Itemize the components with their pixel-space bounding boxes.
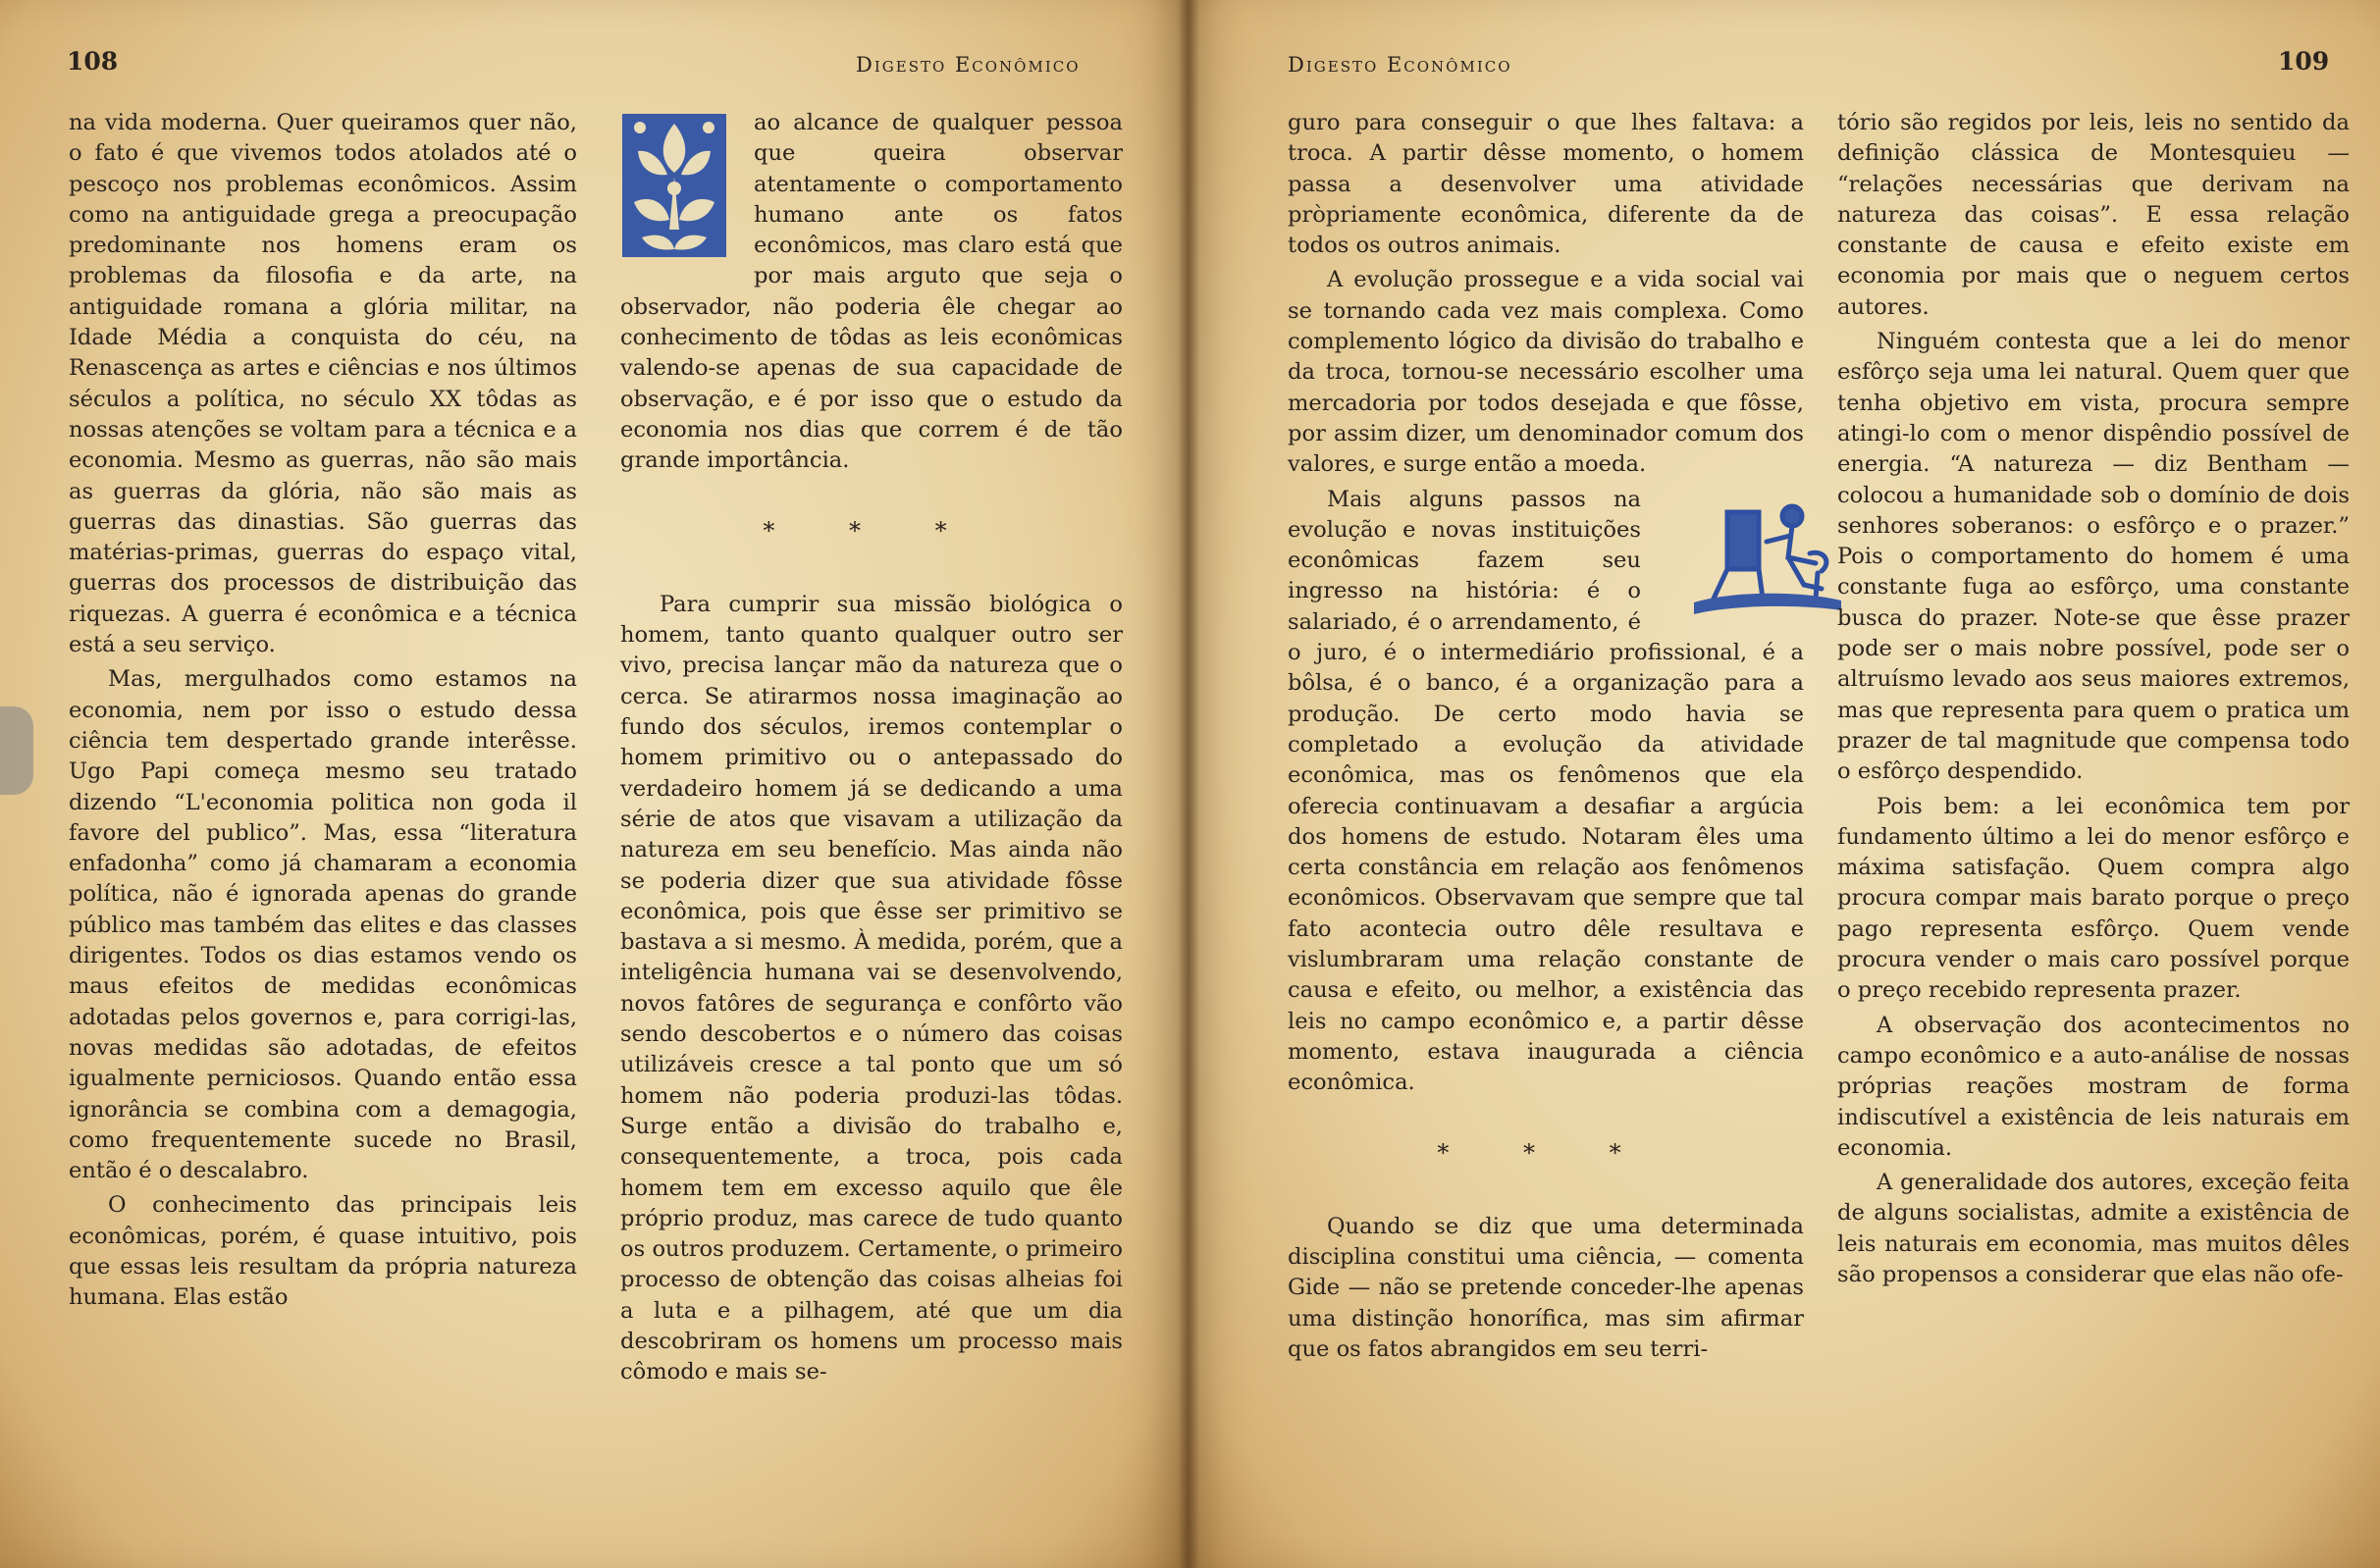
right-column-1 [1288,108,1804,1365]
section-separator: * * * [1437,1138,1655,1167]
paragraph: A observação dos acontecimentos no campo econômico e a auto-análise de nossas próprias reações mostram de forma indiscutível a existência de leis naturais em economia. [1837,1012,2350,1161]
paragraph: na vida moderna. Quer queiramos quer não, o fato é que vivemos todos atolados até o pescoço nos problemas econômicos. Assim como na antiguidade grega a preocupação predominante nos homens eram os problemas da filosofia e da arte, na antiguidade romana a glória militar, na Idade Média a conquista do céu, na Renascença as artes e ciências e nos últimos séculos a política, no século XX tôdas as nossas atenções se voltam para a técnica e a economia. Mesmo as guerras, não são mais as guerras da glória, não são mais as guerras das dinastias. São guerras das matérias-primas, guerras do espaço vital, guerras dos processos de distribuição das riquezas. A guerra é econômica e a técnica está a seu serviço. [69,110,577,658]
running-head: Digesto Econômico [856,53,1081,77]
left-column-2 [620,108,1123,1388]
page-tab [0,706,33,795]
paragraph: A generalidade dos autores, exceção feita de alguns socialistas, admite a existência de leis naturais em economia, mas muitos dêles são propensos a considerar que elas não ofe- [1837,1170,2350,1287]
book-gutter [1178,0,1199,1568]
paragraph: guro para conseguir o que lhes faltava: a troca. A partir dêsse momento, o homem passa a desenvolver uma atividade pròpriamente econômica, diferente da de todos os outros animais. [1288,110,1804,259]
paragraph-text: ao alcance de qualquer pessoa que queira observar atentamente o comportamento humano ante os fatos econômicos, mas claro está que por mais arguto que seja o observador, não poderia êle chegar ao conhecimento de tôdas as leis econômicas valendo-se apenas de sua capacidade de observação, e é por isso que o estudo da economia nos dias que correm é de tão grande importância. [620,110,1123,474]
paragraph: Pois bem: a lei econômica tem por fundamento último a lei do menor esfôrço e máxima satisfação. Quem compra algo procura compar mais barato porque o preço pago representa esfôrço. Quem vende procura vender o mais caro possível porque o preço recebido representa prazer. [1837,793,2350,1004]
paragraph: tório são regidos por leis, leis no sentido da definição clássica de Montesquieu — “relações necessárias que derivam na natureza das coisas”. E essa relação constante de causa e efeito existe em economia por mais que o neguem certos autores. [1837,110,2350,320]
paragraph: A evolução prossegue e a vida social vai se tornando cada vez mais complexa. Como complemento lógico da divisão do trabalho e da troca, tornou-se necessário escolher uma mercadoria por todos desejada e que fôsse, por assim dizer, um denominador comum dos valores, e surge então a moeda. [1288,267,1804,478]
right-column-2 [1837,108,2350,1290]
left-column-1 [69,108,577,1314]
paragraph-with-ornament [620,108,1123,477]
man-at-desk-illustration [1655,495,1804,620]
paragraph: Ninguém contesta que a lei do menor esfôrço seja uma lei natural. Quem quer que tenha objetivo em vista, procura sempre atingi-lo com o menor dispêndio possível de energia. “A natureza — diz Bentham — colocou a humanidade sob o domínio de dois senhores soberanos: o esfôrço e o prazer.” Pois o comportamento do homem é uma constante fuga ao esfôrço, uma constante busca do prazer. Note-se que êsse prazer pode ser o mais nobre possível, pode ser o altruísmo levado aos seus maiores extremos, mas que representa para quem o pratica um prazer de tal magnitude que compensa todo o esfôrço despendido. [1837,329,2350,785]
paragraph: O conhecimento das principais leis econômicas, porém, é quase intuitivo, pois que essas leis resultam da própria natureza humana. Elas estão [69,1192,577,1311]
page-number: 108 [67,47,119,76]
paragraph: Quando se diz que uma determinada disciplina constitui uma ciência, — comenta Gide — não se pretende conceder-lhe apenas uma distinção honorífica, mas sim afirmar que os fatos abrangidos em seu terri- [1288,1213,1804,1362]
floral-ornament-icon [620,112,728,259]
right-page [1186,0,2380,1568]
page-number: 109 [2278,47,2330,76]
paragraph-with-figure [1288,485,1804,1099]
paragraph-text: Mais alguns passos na evolução e novas instituições econômicas fazem seu ingresso na história: é o salariado, é o arrendamento, é o juro, é o intermediário profissional, é a bôlsa, é o banco, é a organização para a produção. De certo modo havia se completado a evolução da atividade econômica, mas os fenômenos que ela oferecia continuavam a desafiar a argúcia dos homens de estudo. Notaram êles uma certa constância em relação aos fenômenos econômicos. Observavam que sempre que tal fato acontecia outro dêle resultava e vislumbraram uma relação constante de causa e efeito, ou melhor, a existência das leis no campo econômico e, a partir dêsse momento, estava inaugurada a ciência econômica. [1288,486,1804,1096]
running-head: Digesto Econômico [1288,53,1512,77]
paragraph: Para cumprir sua missão biológica o homem, tanto quanto qualquer outro ser vivo, precisa lançar mão da natureza que o cerca. Se atirarmos nossa imaginação ao fundo dos séculos, iremos contemplar o homem primitivo ou o antepassado do verdadeiro homem já se dedicando a uma série de atos que visavam a utilização da natureza em seu benefício. Mas ainda não se poderia dizer que sua atividade fôsse econômica, pois que êsse ser primitivo se bastava a si mesmo. À medida, porém, que a inteligência humana vai se desenvolvendo, novos fatôres de segurança e confôrto vão sendo descobertos e o número das coisas utilizáveis cresce a tal ponto que um só homem não poderia produzi-las tôdas. Surge então a divisão do trabalho e, consequentemente, a troca, pois cada homem tem em excesso aquilo que êle próprio produz, mas carece de tudo quanto os outros produzem. Certamente, o primeiro processo de obtenção das coisas alheias foi a luta e a pilhagem, até que um dia descobriram os homens um processo mais cômodo e mais se- [620,591,1123,1385]
section-separator: * * * [763,516,980,545]
left-page [0,0,1186,1568]
paragraph: Mas, mergulhados como estamos na economia, nem por isso o estudo dessa ciência tem despertado grande interêsse. Ugo Papi começa mesmo seu tratado dizendo “L'economia politica non goda il favore del publico”. Mas, essa “literatura enfadonha” como já chamaram a economia política, não é ignorada apenas do grande público mas também das elites e das classes dirigentes. Todos os dias estamos vendo os maus efeitos de medidas econômicas adotadas pelos governos e, para corrigi-las, novas medidas são adotadas, de efeitos igualmente perniciosos. Quando então essa ignorância se combina com a demagogia, como frequentemente sucede no Brasil, então é o descalabro. [69,666,577,1184]
